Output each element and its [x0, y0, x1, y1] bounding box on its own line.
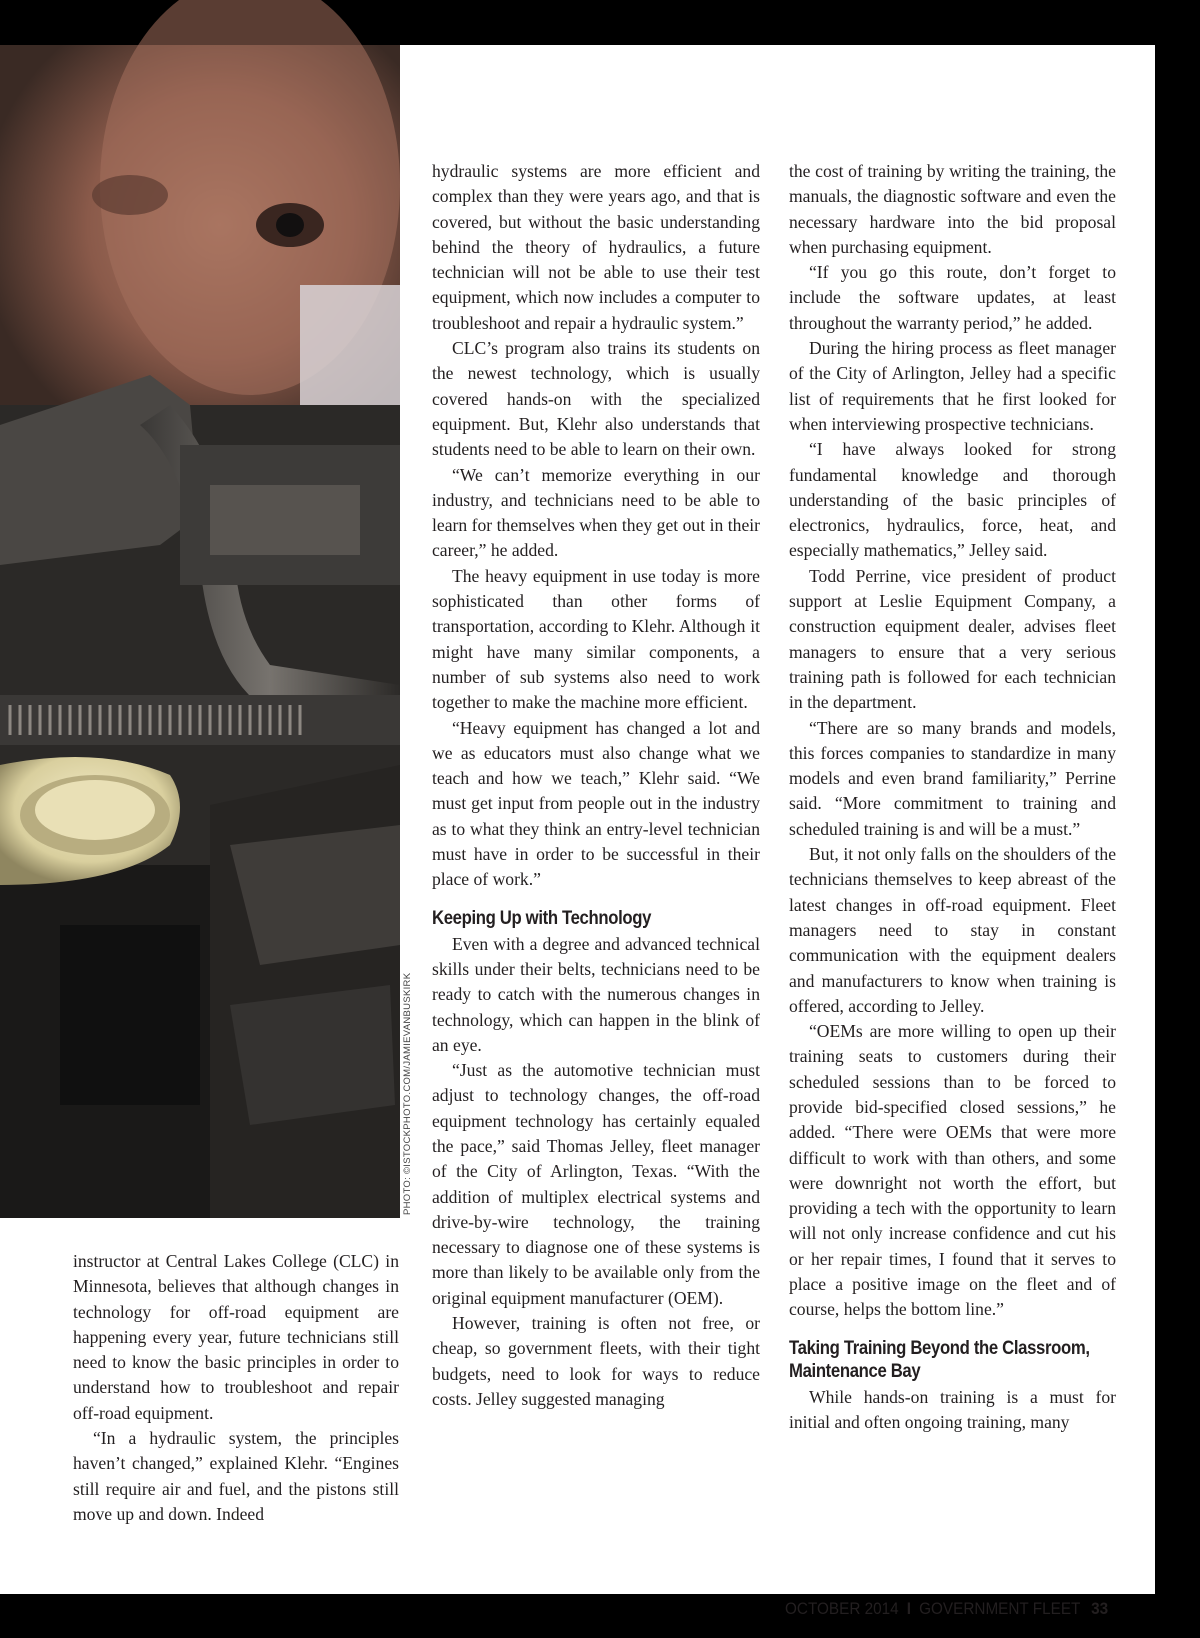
paragraph: “Heavy equipment has changed a lot and we as educators must also change what we teach and how we teach,” Klehr said. “We must get input from people out in the industry as to what they think an entry-level technician must have in order to be successful in their place of work.”: [432, 717, 760, 890]
paragraph: “OEMs are more willing to open up their training seats to customers during their scheduled sessions than to be forced to provide bid-specified closed sessions,” he added. “There were OEMs that were more difficult to work with than others, and some were downright not worth the effort, but providing a tech with the opportunity to learn will not only increase confidence and cut his or her repair times, I found that it serves to place a positive image on the fleet and of course, helps the bottom line.”: [789, 1021, 1116, 1320]
paragraph: “We can’t memorize everything in our industry, and technicians need to be able to learn for themselves when they get out in their career,” he added.: [432, 464, 760, 561]
article-column-2: [432, 159, 760, 1412]
paragraph: “There are so many brands and models, this forces companies to standardize in many models and even brand familiarity,” Perrine said. “More commitment to training and scheduled training is and will be a must.”: [789, 717, 1116, 839]
paragraph: During the hiring process as fleet manager of the City of Arlington, Jelley had a specific list of requirements that he first looked for when interviewing prospective technicians.: [789, 338, 1116, 434]
paragraph: “I have always looked for strong fundamental knowledge and thorough understanding of the basic principles of electronics, hydraulics, force, heat, and especially mathematics,” Jelley said.: [789, 439, 1116, 561]
technician-engine-photo: [0, 45, 400, 1218]
paragraph: instructor at Central Lakes College (CLC) in Minnesota, believes that although changes in technology for off-road equipment are happening every year, future technicians still need to know the basic principles in order to understand how to troubleshoot and repair off-road equipment.: [73, 1251, 399, 1423]
page-number: 33: [1091, 1599, 1109, 1618]
paragraph: “Just as the automotive technician must adjust to technology changes, the off-road equipment technology has certainly equaled the pace,” said Thomas Jelley, fleet manager of the City of Arlington, Texas. “With the addition of multiplex electrical systems and drive-by-wire technology, the training necessary to diagnose one of these systems is more than likely to be available only from the original equipment manufacturer (OEM).: [432, 1060, 760, 1308]
paragraph: the cost of training by writing the training, the manuals, the diagnostic software and even the necessary hardware into the bid proposal when purchasing equipment.: [789, 161, 1116, 257]
paragraph: However, training is often not free, or cheap, so government fleets, with their tight budgets, need to look for ways to reduce costs. Jelley suggested managing: [432, 1313, 760, 1409]
paragraph: hydraulic systems are more efficient and complex than they were years ago, and that is covered, but without the basic understanding behind the theory of hydraulics, a future technician will not be able to use their test equipment, which now includes a computer to troubleshoot and repair a hydraulic system.”: [432, 161, 760, 333]
paragraph: Todd Perrine, vice president of product support at Leslie Equipment Company, a construction equipment dealer, advises fleet managers to ensure that a very serious training path is followed for each technician in the department.: [789, 565, 1116, 713]
article-column-1: [73, 1249, 399, 1527]
paragraph: But, it not only falls on the shoulders of the technicians themselves to keep abreast of the latest changes in off-road equipment. Fleet managers need to stay in constant communication with the equipment dealers and manufacturers to know when training is offered, according to Jelley.: [789, 844, 1116, 1016]
page-footer: [785, 1599, 1108, 1619]
footer-separator: I: [906, 1599, 912, 1618]
paragraph: Even with a degree and advanced technical skills under their belts, technicians need to be ready to catch with the numerous changes in technology, which can happen in the blink of an eye.: [432, 933, 760, 1055]
issue-date: OCTOBER 2014: [785, 1599, 899, 1618]
paragraph: The heavy equipment in use today is more sophisticated than other forms of transportation, according to Klehr. Although it might have many similar components, a number of sub systems also need to work together to make the machine more efficient.: [432, 565, 760, 713]
section-heading: Taking Training Beyond the Classroom, Maintenance Bay: [789, 1337, 1090, 1382]
paragraph: “If you go this route, don’t forget to include the software updates, at least throughout the warranty period,” he added.: [789, 262, 1116, 333]
magazine-page: [0, 45, 1155, 1618]
paragraph: While hands-on training is a must for initial and often ongoing training, many: [789, 1386, 1116, 1432]
paragraph: “In a hydraulic system, the principles haven’t changed,” explained Klehr. “Engines still require air and fuel, and the pistons still move up and down. Indeed: [73, 1428, 399, 1524]
paragraph: CLC’s program also trains its students on the newest technology, which is usually covered hands-on with the specialized equipment. But, Klehr also understands that students need to be able to learn on their own.: [432, 338, 760, 460]
photo-credit: PHOTO: ©ISTOCKPHOTO.COM/JAMIEVANBUSKIRK: [402, 972, 413, 1215]
article-column-3: [789, 159, 1116, 1435]
section-heading: Keeping Up with Technology: [432, 907, 652, 929]
publication-name: GOVERNMENT FLEET: [919, 1599, 1081, 1618]
